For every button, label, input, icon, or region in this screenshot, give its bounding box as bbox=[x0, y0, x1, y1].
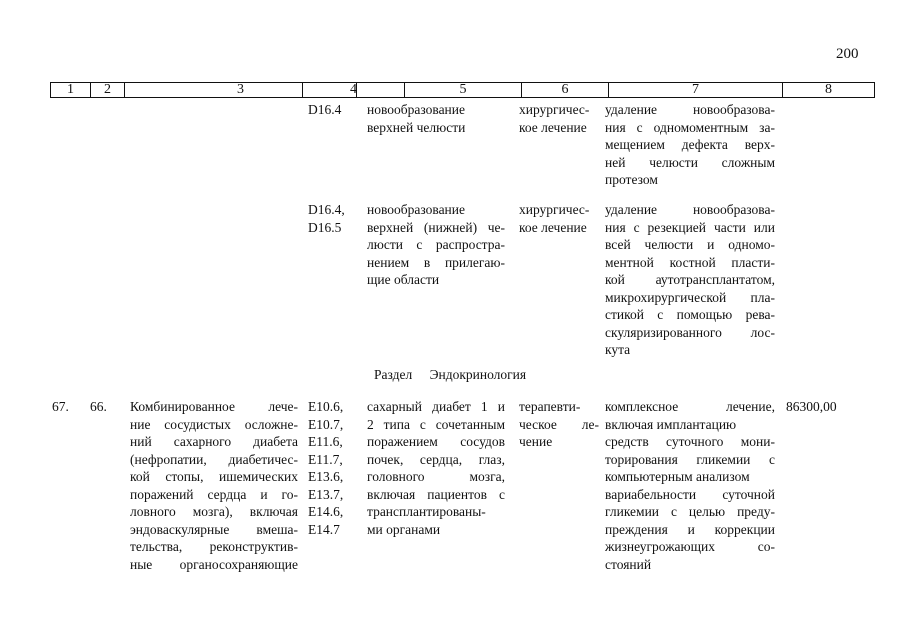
section-title bbox=[374, 367, 526, 383]
method-line: микрохирургической пла- bbox=[605, 289, 775, 305]
row2-codes bbox=[308, 201, 353, 236]
method-line: жизнеугрожающих со- bbox=[605, 539, 775, 554]
diagnosis-line: включая пациентов с bbox=[367, 486, 505, 502]
method-line: ния с резекцией части или bbox=[605, 219, 775, 235]
row67-cost: 86300,00 bbox=[786, 399, 837, 414]
code-line: E10.6, bbox=[308, 399, 344, 414]
row1-method bbox=[605, 101, 775, 189]
diagnosis-line: сахарный диабет 1 и bbox=[367, 399, 505, 414]
code-line: D16.4, bbox=[308, 202, 345, 217]
method-line: кута bbox=[605, 342, 631, 357]
method-line: кой аутотрансплантатом, bbox=[605, 272, 775, 287]
diagnosis-line: головного мозга, bbox=[367, 469, 505, 484]
section-label: Раздел bbox=[374, 367, 413, 382]
name-line: поражений сердца и го- bbox=[130, 486, 298, 502]
method-line: преждения и коррекции bbox=[605, 521, 775, 537]
column-header-4: 4 bbox=[302, 83, 404, 97]
method-line: ния с одномоментным за- bbox=[605, 119, 775, 135]
column-header-2: 2 bbox=[90, 83, 124, 97]
method-line: включая имплантацию bbox=[605, 416, 737, 432]
treatment-line: хирургичес- bbox=[519, 102, 590, 117]
diagnosis-line: верхней (нижней) че- bbox=[367, 219, 505, 235]
diagnosis-line: щие области bbox=[367, 272, 440, 287]
method-line: комплексное лечение, bbox=[605, 399, 775, 414]
diagnosis-line: нением в прилегаю- bbox=[367, 254, 505, 270]
diagnosis-line: 2 типа с сочетанным bbox=[367, 416, 505, 432]
method-line: мещением дефекта верх- bbox=[605, 137, 775, 152]
code-line: E11.7, bbox=[308, 451, 343, 467]
code-line: D16.4 bbox=[308, 102, 342, 117]
code-line: D16.5 bbox=[308, 219, 342, 235]
column-header-1: 1 bbox=[67, 82, 74, 97]
code-line: E13.7, bbox=[308, 486, 344, 502]
row2-treatment bbox=[519, 201, 599, 236]
code-line: E11.6, bbox=[308, 434, 343, 449]
diagnosis-line: ми органами bbox=[367, 521, 441, 537]
diagnosis-line: люсти с распростра- bbox=[367, 237, 505, 252]
name-line: ний сахарного диабета bbox=[130, 434, 298, 449]
treatment-line: терапевти- bbox=[519, 399, 581, 414]
column-header-7: 7 bbox=[608, 83, 782, 97]
code-line: E14.7 bbox=[308, 521, 340, 537]
method-line: торирования гликемии с bbox=[605, 451, 775, 467]
row67-method bbox=[605, 398, 775, 573]
method-line: удаление новообразова- bbox=[605, 102, 775, 117]
diagnosis-line: верхней челюсти bbox=[367, 119, 466, 135]
method-line: удаление новообразова- bbox=[605, 202, 775, 217]
method-line: средств суточного мони- bbox=[605, 434, 775, 449]
name-line: Комбинированное лече- bbox=[130, 399, 298, 414]
treatment-line: хирургичес- bbox=[519, 202, 590, 217]
row2-method bbox=[605, 201, 775, 359]
diagnosis-line: новообразование bbox=[367, 102, 466, 117]
column-header-5: 5 bbox=[404, 83, 521, 97]
row67-name bbox=[130, 398, 298, 573]
name-line: тельства, реконструктив- bbox=[130, 539, 298, 554]
diagnosis-line: новообразование bbox=[367, 202, 466, 217]
row2-diagnosis bbox=[367, 201, 505, 289]
method-line: скуляризированного лос- bbox=[605, 324, 775, 340]
name-line: ные органосохраняющие bbox=[130, 556, 298, 572]
method-line: компьютерным анализом bbox=[605, 469, 750, 484]
page-number: 200 bbox=[836, 46, 859, 62]
row1-diagnosis bbox=[367, 101, 505, 136]
column-header-row bbox=[50, 82, 875, 98]
section-name: Эндокринология bbox=[429, 367, 527, 382]
name-line: эндоваскулярные вмеша- bbox=[130, 521, 298, 537]
row1-codes bbox=[308, 101, 353, 119]
column-header-6: 6 bbox=[521, 83, 608, 97]
column-header-3: 3 bbox=[124, 83, 356, 97]
name-line: ние сосудистых осложне- bbox=[130, 416, 298, 432]
treatment-line: ческое ле- bbox=[519, 416, 599, 432]
diagnosis-line: поражением сосудов bbox=[367, 434, 505, 449]
name-line: (нефропатии, диабетичес- bbox=[130, 451, 298, 467]
column-header-8: 8 bbox=[782, 83, 874, 97]
name-line: кой стопы, ишемических bbox=[130, 469, 298, 484]
method-line: ментной костной пласти- bbox=[605, 254, 775, 270]
method-line: ней челюсти сложным bbox=[605, 154, 775, 170]
row1-treatment bbox=[519, 101, 599, 136]
row67-number: 67. bbox=[52, 399, 69, 414]
treatment-line: кое лечение bbox=[519, 219, 587, 235]
row67-diagnosis bbox=[367, 398, 505, 538]
name-line: ловного мозга), включая bbox=[130, 504, 298, 519]
treatment-line: кое лечение bbox=[519, 119, 587, 135]
method-line: гликемии с целью преду- bbox=[605, 504, 775, 519]
method-line: вариабельности суточной bbox=[605, 486, 775, 502]
diagnosis-line: трансплантированы- bbox=[367, 504, 486, 519]
row67-sub-number: 66. bbox=[90, 399, 107, 414]
method-line: всей челюсти и одномо- bbox=[605, 237, 775, 252]
method-line: протезом bbox=[605, 172, 658, 187]
method-line: стояний bbox=[605, 556, 652, 572]
row67-treatment bbox=[519, 398, 599, 451]
code-line: E14.6, bbox=[308, 504, 344, 519]
method-line: стикой с помощью рева- bbox=[605, 307, 775, 322]
code-line: E10.7, bbox=[308, 416, 344, 432]
row67-codes bbox=[308, 398, 353, 538]
diagnosis-line: почек, сердца, глаз, bbox=[367, 451, 505, 467]
treatment-line: чение bbox=[519, 434, 553, 449]
code-line: E13.6, bbox=[308, 469, 344, 484]
